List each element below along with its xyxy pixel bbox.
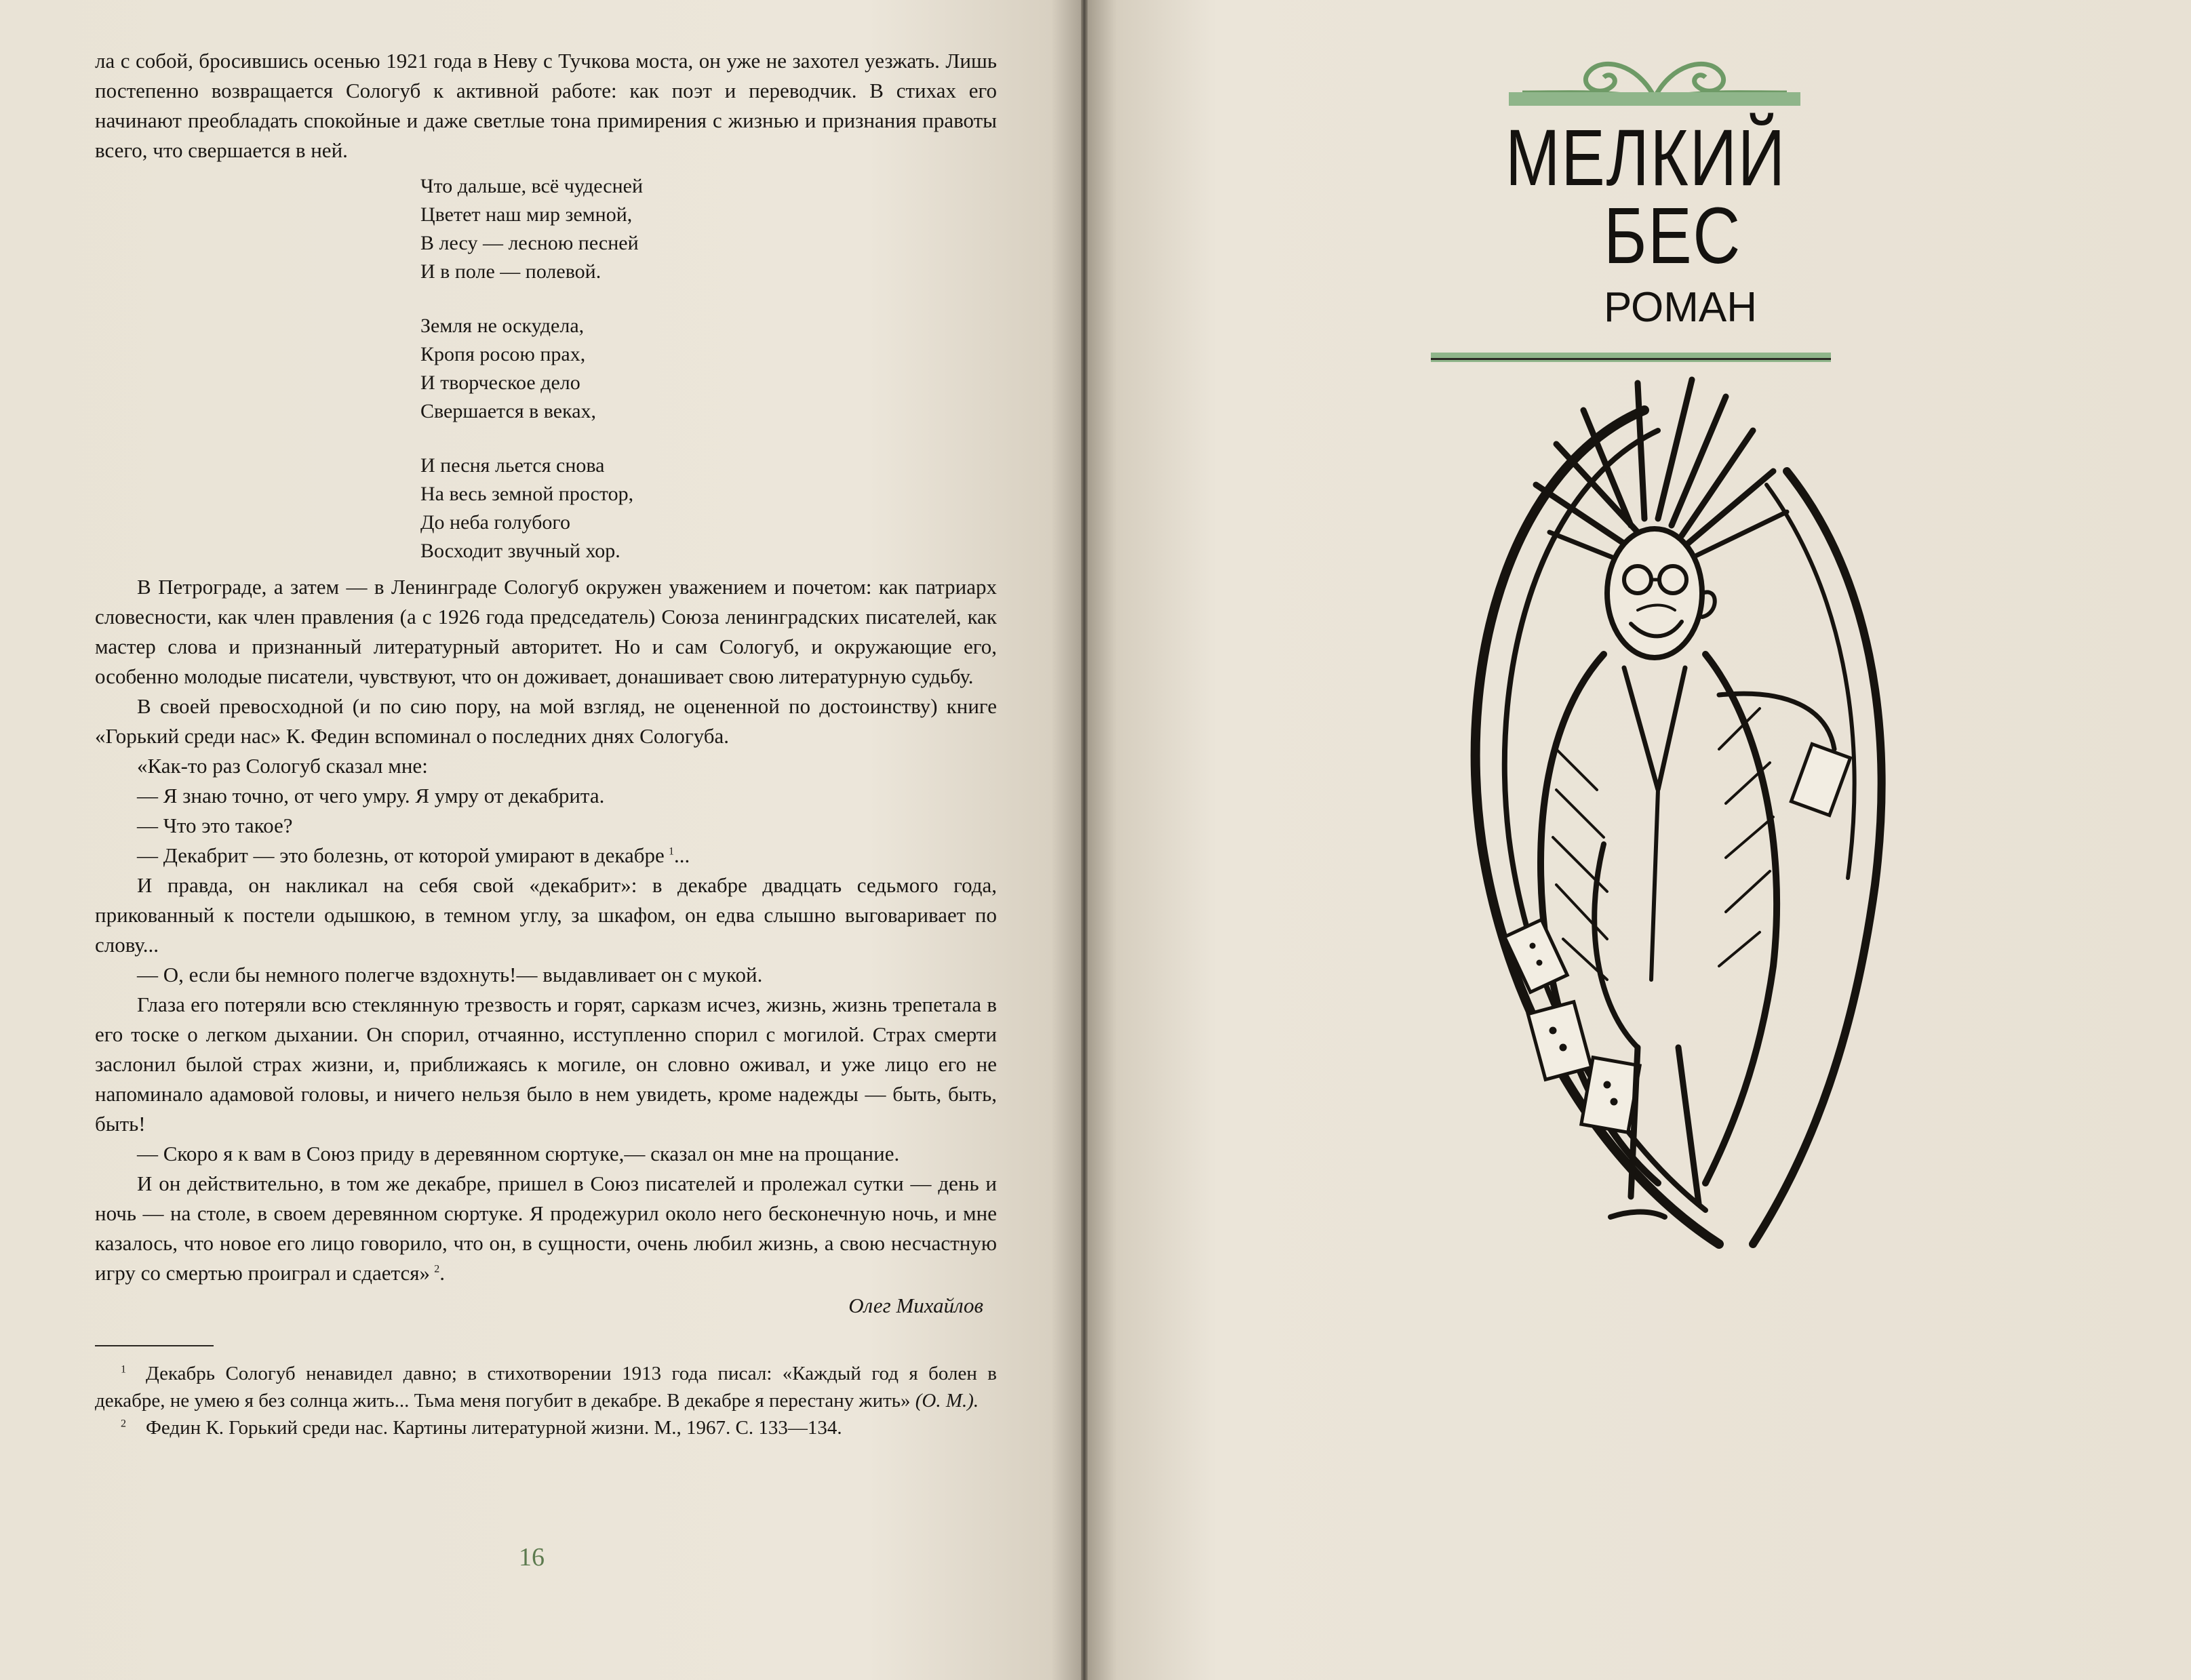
- poem-line: Что дальше, всё чудесней: [420, 175, 644, 197]
- footnote-attribution: (О. М.).: [915, 1390, 979, 1412]
- poem-stanza: [420, 452, 997, 565]
- footnote-text: Декабрь Сологуб ненавидел давно; в стихотворении 1913 года писал: «Каждый год я болен в декабре, не умею я без солнца жить... Тьма меня погубит в декабре. В декабре я перестану жить»: [95, 1363, 997, 1412]
- poem-stanza: [420, 312, 997, 426]
- paragraph-text: — Декабрит — это болезнь, от которой умирают в декабре: [137, 843, 665, 867]
- paragraph: [95, 841, 997, 871]
- poem-line: Восходит звучный хор.: [420, 540, 620, 562]
- footnote-ref[interactable]: 1: [669, 845, 675, 858]
- paragraph: — Я знаю точно, от чего умру. Я умру от декабрита.: [137, 784, 605, 807]
- paragraph: «Как-то раз Сологуб сказал мне:: [137, 754, 428, 778]
- footnote-number: 2: [121, 1418, 126, 1430]
- poem-line: Свершается в веках,: [420, 400, 597, 422]
- book-title-line-2: БЕС: [1604, 191, 1741, 281]
- book-gutter: [1081, 0, 1088, 1680]
- poem-line: Кропя росою прах,: [420, 343, 586, 365]
- poem-stanza: [420, 172, 997, 286]
- book-title-line-1: МЕЛКИЙ: [1505, 113, 1786, 203]
- footnote-ref[interactable]: 2: [434, 1263, 440, 1275]
- footnote-divider: [95, 1345, 214, 1346]
- paragraph-text: И он действительно, в том же декабре, пришел в Союз писателей и пролежал сутки — день и ночь — на столе, в своем деревянном сюртуке. Я продежурил около него бесконечную ночь, и мне казалось, что новое его лицо говорило, что он, в сущности, очень любил жизнь, а свою несчастную игру со смертью проиграл и сдается»: [95, 1172, 997, 1285]
- footnote: [95, 1360, 997, 1414]
- paragraph: — Скоро я к вам в Союз приду в деревянном сюртуке,— сказал он мне на прощание.: [137, 1142, 900, 1165]
- book-subtitle: РОМАН: [1604, 284, 1757, 331]
- left-page: [0, 0, 1084, 1680]
- paragraph-text: ...: [674, 843, 690, 867]
- footnote: [95, 1414, 997, 1441]
- poem-line: И творческое дело: [420, 372, 580, 394]
- poem-line: На весь земной простор,: [420, 483, 634, 505]
- paragraph-text: .: [439, 1261, 445, 1285]
- title-color-band: [1509, 92, 1800, 106]
- paragraph: В своей превосходной (и по сию пору, на мой взгляд, не оцененной по достоинству) книге «Горький среди нас» К. Федин вспоминал о последних днях Сологуба.: [95, 694, 997, 748]
- paragraph: — Что это такое?: [137, 814, 293, 837]
- page-number: 16: [519, 1543, 545, 1572]
- footnotes: [95, 1360, 997, 1441]
- author-signature: Олег Михайлов: [848, 1294, 983, 1317]
- poem: [420, 172, 997, 565]
- poem-line: Цветет наш мир земной,: [420, 203, 633, 226]
- paragraph: [95, 1169, 997, 1288]
- left-page-text: [95, 46, 997, 1441]
- paragraph: В Петрограде, а затем — в Ленинграде Сологуб окружен уважением и почетом: как патриарх словесности, как член правления (а с 1926 года председатель) Союза ленинградских писателей, как мастер слова и признанный литературный авторитет. Но и сам Сологуб, и окружающие его, особенно молодые писатели, чувствуют, что он доживает, донашивает свою литературную судьбу.: [95, 575, 997, 688]
- poem-line: В лесу — лесною песней: [420, 232, 639, 254]
- poem-line: До неба голубого: [420, 511, 570, 534]
- illustration-man-with-cards: [1434, 369, 1909, 1268]
- poem-line: Земля не оскудела,: [420, 315, 585, 337]
- title-rule-line: [1431, 358, 1831, 360]
- paragraph: — О, если бы немного полегче вздохнуть!— выдавливает он с мукой.: [137, 963, 763, 986]
- title-rule: [1431, 353, 1831, 362]
- poem-line: И в поле — полевой.: [420, 260, 601, 283]
- footnote-number: 1: [121, 1363, 126, 1376]
- poem-line: И песня льется снова: [420, 454, 605, 477]
- paragraph: ла с собой, бросившись осенью 1921 года в Неву с Тучкова моста, он уже не захотел уезжать. Лишь постепенно возвращается Сологуб к активной работе: как поэт и переводчик. В стихах его начинают преобладать спокойные и даже светлые тона примирения с жизнью и признания правоты всего, что свершается в ней.: [95, 49, 997, 162]
- paragraph: И правда, он накликал на себя свой «декабрит»: в декабре двадцать седьмого года, прикованный к постели одышкою, в темном углу, за шкафом, он едва слышно выговаривает по слову...: [95, 873, 997, 957]
- footnote-text: Федин К. Горький среди нас. Картины литературной жизни. М., 1967. С. 133—134.: [146, 1417, 842, 1439]
- paragraph: Глаза его потеряли всю стеклянную трезвость и горят, сарказм исчез, жизнь, жизнь трепетала в его тоске о легком дыхании. Он спорил, отчаянно, исступленно спорил с могилой. Страх смерти заслонил былой страх жизни, и, приближаясь к могиле, он словно оживал, и уже лицо его не напоминало адамовой головы, и ничего нельзя было в нем увидеть, кроме надежды — быть, быть, быть!: [95, 993, 997, 1136]
